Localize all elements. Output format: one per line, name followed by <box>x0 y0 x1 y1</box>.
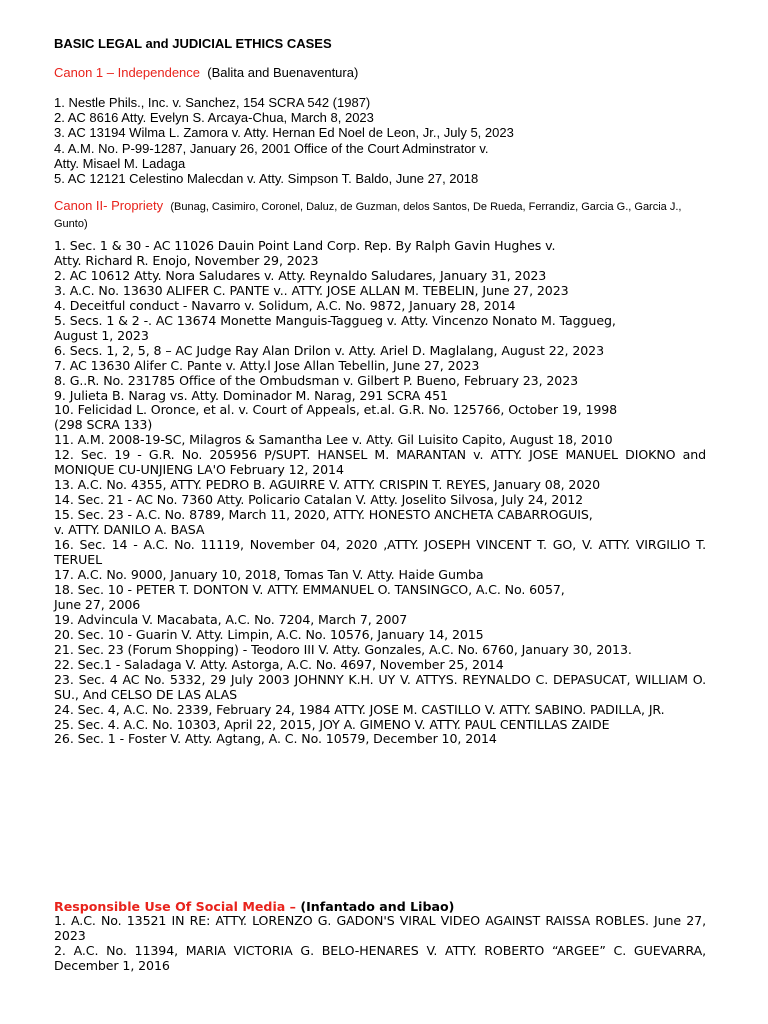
social-media-heading <box>54 899 714 914</box>
list-item: 2. A.C. No. 11394, MARIA VICTORIA G. BELO-HENARES V. ATTY. ROBERTO “ARGEE” C. GUEVARRA, December 1, 2016 <box>54 942 706 973</box>
canon2-heading <box>54 198 714 232</box>
list-item: 17. A.C. No. 9000, January 10, 2018, Tomas Tan V. Atty. Haide Gumba <box>54 566 484 582</box>
social-media-case-list <box>54 914 706 974</box>
list-item: 12. Sec. 19 - G.R. No. 205956 P/SUPT. HANSEL M. MARANTAN v. ATTY. JOSE MANUEL DIOKNO and MONIQUE CU-UNJIENG LA'O February 12, 2014 <box>54 447 706 478</box>
list-item: 19. Advincula V. Macabata, A.C. No. 7204, March 7, 2007 <box>54 611 408 627</box>
list-item: Atty. Richard R. Enojo, November 29, 2023 <box>54 252 319 268</box>
list-item: 4. Deceitful conduct - Navarro v. Solidum, A.C. No. 9872, January 28, 2014 <box>54 297 516 313</box>
list-item: 4. A.M. No. P-99-1287, January 26, 2001 Office of the Court Adminstrator v. <box>54 140 489 156</box>
list-item: 5. AC 12121 Celestino Malecdan v. Atty. Simpson T. Baldo, June 27, 2018 <box>54 171 479 187</box>
list-item: 1. A.C. No. 13521 IN RE: ATTY. LORENZO G. GADON'S VIRAL VIDEO AGAINST RAISSA ROBLES. June 27, 2023 <box>54 913 706 943</box>
canon1-label: Canon 1 – Independence <box>54 65 201 80</box>
list-item: 2. AC 10612 Atty. Nora Saludares v. Atty. Reynaldo Saludares, January 31, 2023 <box>54 267 547 283</box>
canon1-heading <box>54 65 358 80</box>
list-item: Atty. Misael M. Ladaga <box>54 155 186 171</box>
canon2-case-list <box>54 239 706 747</box>
list-item: 14. Sec. 21 - AC No. 7360 Atty. Policario Catalan V. Atty. Joselito Silvosa, July 24, 2012 <box>54 492 584 508</box>
list-item: 5. Secs. 1 & 2 -. AC 13674 Monette Manguis-Taggueg v. Atty. Vincenzo Nonato M. Taggueg, <box>54 312 616 328</box>
list-item: August 1, 2023 <box>54 327 149 343</box>
canon1-members: (Balita and Buenaventura) <box>207 65 359 80</box>
list-item: 13. A.C. No. 4355, ATTY. PEDRO B. AGUIRRE V. ATTY. CRISPIN T. REYES, January 08, 2020 <box>54 477 601 493</box>
list-item: 21. Sec. 23 (Forum Shopping) - Teodoro III V. Atty. Gonzales, A.C. No. 6760, January 30, 2013. <box>54 641 632 657</box>
document-title: BASIC LEGAL and JUDICIAL ETHICS CASES <box>54 36 332 51</box>
list-item: 16. Sec. 14 - A.C. No. 11119, November 04, 2020 ,ATTY. JOSEPH VINCENT T. GO, V. ATTY. VIRGILIO T. TERUEL <box>54 537 706 568</box>
list-item: 3. A.C. No. 13630 ALIFER C. PANTE v.. ATTY. JOSE ALLAN M. TEBELIN, June 27, 2023 <box>54 282 569 298</box>
list-item: 20. Sec. 10 - Guarin V. Atty. Limpin, A.C. No. 10576, January 14, 2015 <box>54 626 484 642</box>
canon1-case-list <box>54 95 706 186</box>
list-item: 1. Sec. 1 & 30 - AC 11026 Dauin Point Land Corp. Rep. By Ralph Gavin Hughes v. <box>54 238 556 253</box>
list-item: 6. Secs. 1, 2, 5, 8 – AC Judge Ray Alan Drilon v. Atty. Ariel D. Maglalang, August 22, 2023 <box>54 342 604 358</box>
canon2-label: Canon II- Propriety <box>54 198 164 213</box>
list-item: 22. Sec.1 - Saladaga V. Atty. Astorga, A.C. No. 4697, November 25, 2014 <box>54 656 504 672</box>
list-item: 11. A.M. 2008-19-SC, Milagros & Samantha Lee v. Atty. Gil Luisito Capito, August 18, 2010 <box>54 432 613 448</box>
list-item: June 27, 2006 <box>54 596 141 612</box>
list-item: 26. Sec. 1 - Foster V. Atty. Agtang, A. C. No. 10579, December 10, 2014 <box>54 731 497 747</box>
list-item: 2. AC 8616 Atty. Evelyn S. Arcaya-Chua, March 8, 2023 <box>54 110 374 126</box>
list-item: 9. Julieta B. Narag vs. Atty. Dominador M. Narag, 291 SCRA 451 <box>54 387 448 403</box>
social-media-label: Responsible Use Of Social Media – <box>54 899 296 914</box>
list-item: 10. Felicidad L. Oronce, et al. v. Court of Appeals, et.al. G.R. No. 125766, October 19, 1998 <box>54 402 618 418</box>
list-item: 24. Sec. 4, A.C. No. 2339, February 24, 1984 ATTY. JOSE M. CASTILLO V. ATTY. SABINO. PADILLA, JR. <box>54 701 665 717</box>
list-item: (298 SCRA 133) <box>54 417 153 433</box>
list-item: 18. Sec. 10 - PETER T. DONTON V. ATTY. EMMANUEL O. TANSINGCO, A.C. No. 6057, <box>54 581 565 597</box>
social-media-members: (Infantado and Libao) <box>300 899 455 914</box>
canon2-members: (Bunag, Casimiro, Coronel, Daluz, de Guzman, delos Santos, De Rueda, Ferrandiz, Garcia G., Garcia J., Gunto) <box>54 201 682 230</box>
list-item: 3. AC 13194 Wilma L. Zamora v. Atty. Hernan Ed Noel de Leon, Jr., July 5, 2023 <box>54 125 514 141</box>
list-item: 15. Sec. 23 - A.C. No. 8789, March 11, 2020, ATTY. HONESTO ANCHETA CABARROGUIS, <box>54 507 593 523</box>
list-item: 7. AC 13630 Alifer C. Pante v. Atty.l Jose Allan Tebellin, June 27, 2023 <box>54 357 480 373</box>
list-item: v. ATTY. DANILO A. BASA <box>54 522 205 538</box>
list-item: 8. G..R. No. 231785 Office of the Ombudsman v. Gilbert P. Bueno, February 23, 2023 <box>54 372 579 388</box>
list-item: 23. Sec. 4 AC No. 5332, 29 July 2003 JOHNNY K.H. UY V. ATTYS. REYNALDO C. DEPASUCAT, WILLIAM O. SU., And CELSO DE LAS ALAS <box>54 671 706 702</box>
list-item: 1. Nestle Phils., Inc. v. Sanchez, 154 SCRA 542 (1987) <box>54 95 371 110</box>
list-item: 25. Sec. 4. A.C. No. 10303, April 22, 2015, JOY A. GIMENO V. ATTY. PAUL CENTILLAS ZAIDE <box>54 716 610 732</box>
